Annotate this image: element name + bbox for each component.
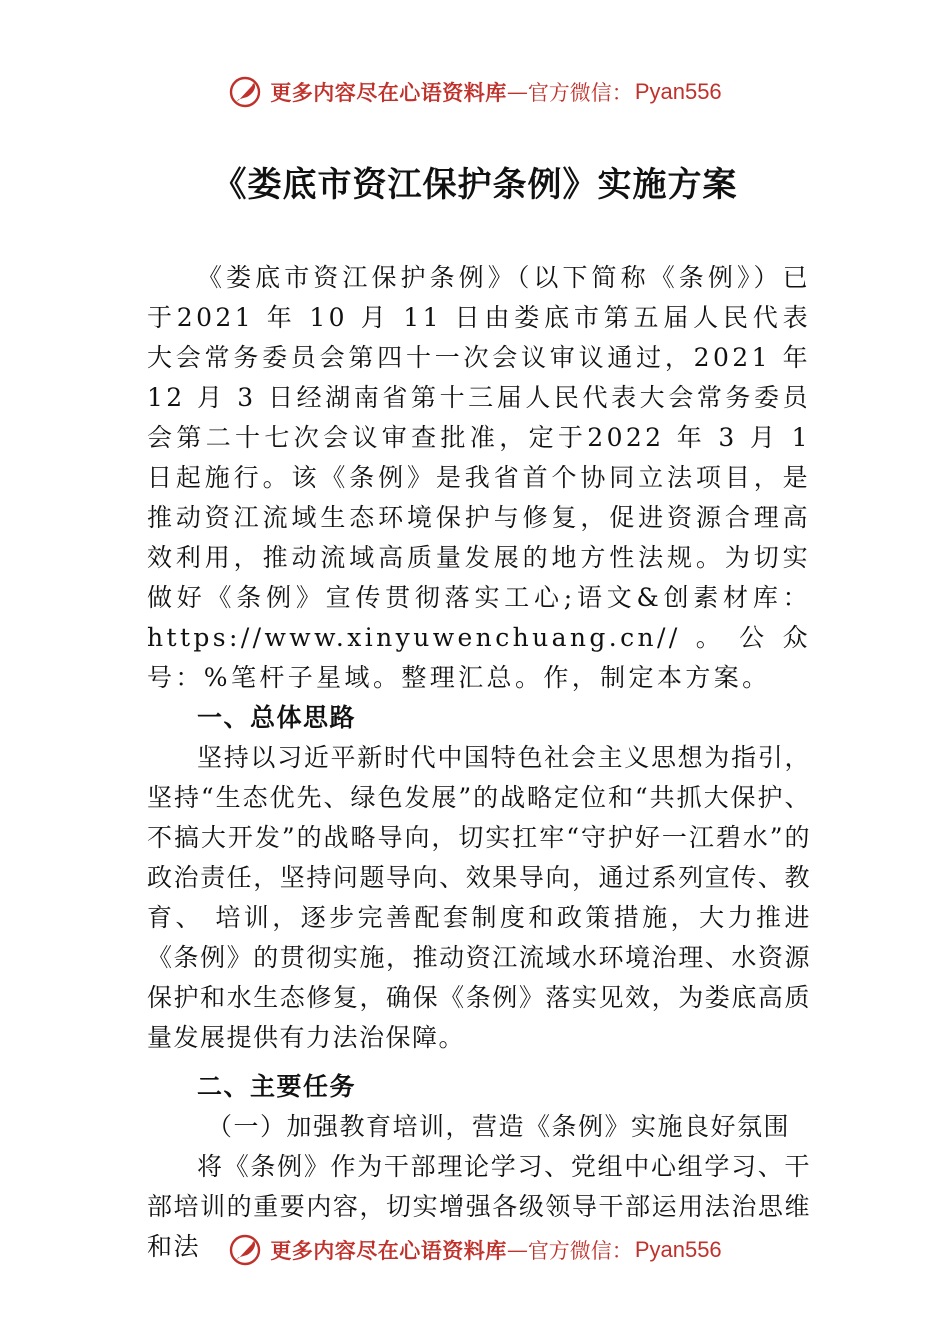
document-body — [147, 258, 811, 1267]
banner-dash: — — [506, 80, 528, 104]
heading-overall-approach: 一、总体思路 — [197, 703, 357, 732]
footer-banner-wechat-id: Pyan556 — [634, 1237, 722, 1262]
banner-wechat-label: 官方微信： — [527, 81, 633, 105]
header-banner — [0, 70, 950, 114]
footer-banner — [0, 1228, 950, 1272]
banner-wechat-id: Pyan556 — [634, 79, 722, 104]
task-1-paragraph: 将《条例》作为干部理论学习、党组中心组学习、干部培训的重要内容，切实增强各级领导干部运用法治思维和法 — [147, 1152, 811, 1261]
subheading-task-1: （一）加强教育培训，营造《条例》实施良好氛围 — [207, 1112, 791, 1141]
footer-banner-slogan: 更多内容尽在心语资料库 — [270, 1238, 507, 1263]
heading-main-tasks: 二、主要任务 — [197, 1072, 357, 1101]
footer-banner-dash: — — [506, 1238, 528, 1262]
banner-slogan: 更多内容尽在心语资料库 — [270, 80, 507, 105]
overall-approach-paragraph: 坚持以习近平新时代中国特色社会主义思想为指引，坚持“生态优先、绿色发展”的战略定位和“共抓大保护、不搞大开发”的战略导向，切实扛牢“守护好一江碧水”的政治责任，坚持问题导向、效果导向，通过系列宣传、教育、 培训，逐步完善配套制度和政策措施，大力推进《条例》的贯彻实施，推动资江流域水环境治理、水资源保护和水生态修复，确保《条例》落实见效，为娄底高质量发展提供有力法治保障。 — [147, 743, 811, 1052]
document-title: 《娄底市资江保护条例》实施方案 — [212, 165, 738, 205]
footer-banner-wechat-label: 官方微信： — [527, 1239, 633, 1263]
intro-paragraph: 《娄底市资江保护条例》（以下简称《条例》）已于2021 年 10 月 11 日由娄底市第五届人民代表大会常务委员会第四十一次会议审议通过，2021 年 12 月 3 日经湖南省第十三届人民代表大会常务委员会第二十七次会议审查批准，定于2022 年 3 月 1 日起施行。该《条例》是我省首个协同立法项目，是推动资江流域生态环境保护与修复，促进资源合理高效利用，推动流域高质量发展的地方性法规。为切实做好《条例》宣传贯彻落实工心;语文&创素材库：https://www.xinyuwenchuang.cn//。公众号：%笔杆子星域。整理汇总。作，制定本方案。 — [147, 263, 811, 692]
quill-pen-logo-icon — [228, 1233, 262, 1267]
quill-pen-logo-icon — [228, 75, 262, 109]
